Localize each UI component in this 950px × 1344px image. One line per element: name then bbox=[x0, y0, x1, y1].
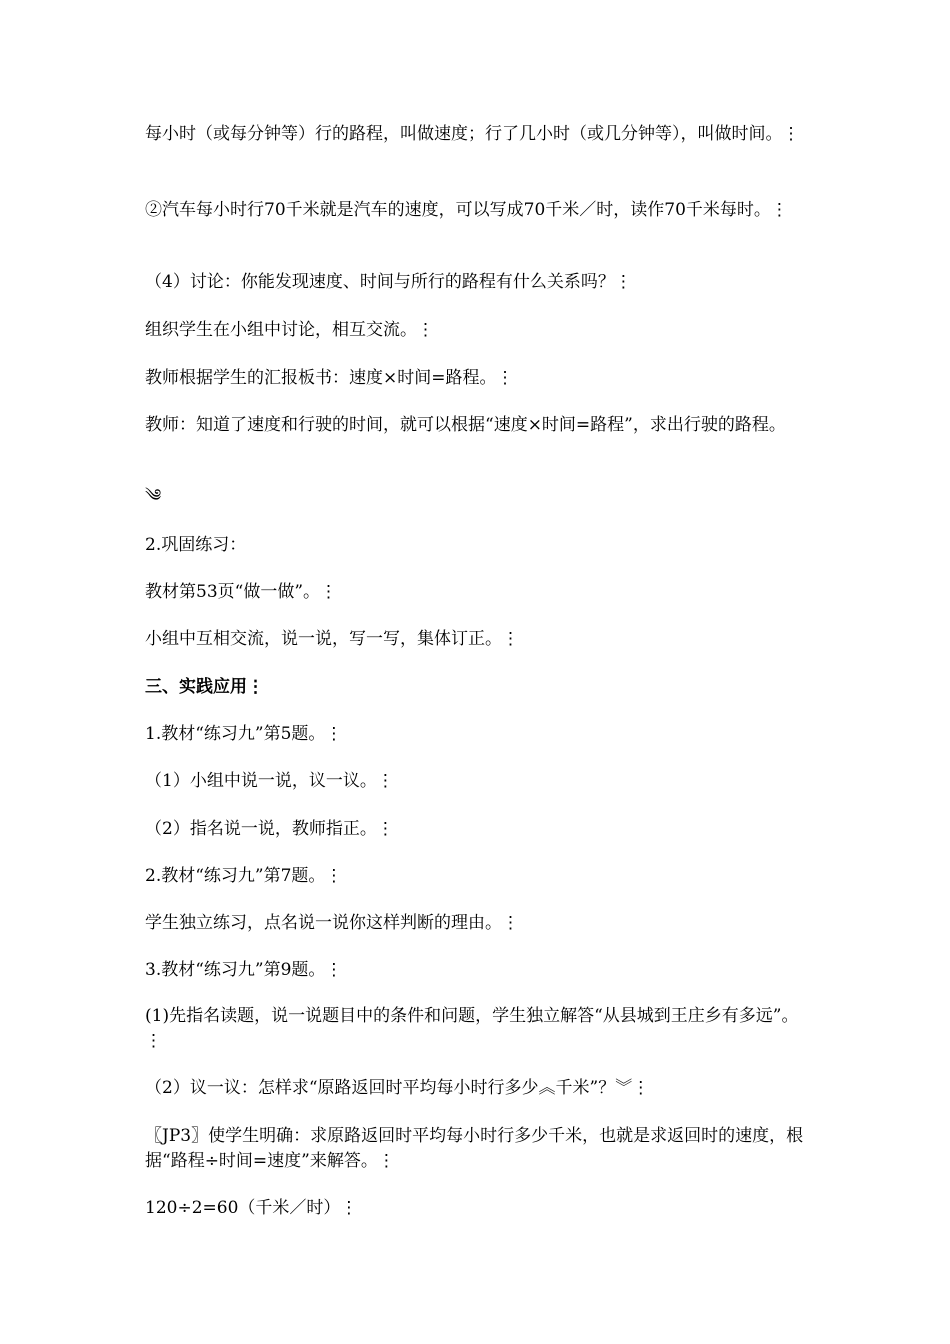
paragraph-speed-definition: 每小时（或每分钟等）行的路程，叫做速度；行了几小时（或几分钟等），叫做时间。⋮ bbox=[145, 124, 800, 144]
paragraph-exercise-9-step-2: （2）议一议：怎样求“原路返回时平均每小时行多少︽千米”？︾⋮ bbox=[145, 1078, 650, 1098]
ornament-icon: ༄ bbox=[145, 486, 162, 506]
paragraph-car-speed-example: ②汽车每小时行70千米就是汽车的速度，可以写成70千米／时，读作70千米每时。⋮ bbox=[145, 200, 788, 220]
paragraph-group-discussion: 组织学生在小组中讨论，相互交流。⋮ bbox=[145, 320, 434, 340]
paragraph-exercise-5-step-1: （1）小组中说一说，议一议。⋮ bbox=[145, 771, 394, 791]
paragraph-textbook-page: 教材第53页“做一做”。⋮ bbox=[145, 582, 338, 602]
paragraph-exercise-5: 1.教材“练习九”第5题。⋮ bbox=[145, 724, 343, 744]
paragraph-teacher-summary: 教师：知道了速度和行驶的时间，就可以根据“速度×时间=路程”，求出行驶的路程。 bbox=[145, 415, 786, 435]
paragraph-exercise-9-step-1: (1)先指名读题，说一说题目中的条件和问题，学生独立解答“从县城到王庄乡有多远”。⋮ bbox=[145, 1006, 799, 1051]
paragraph-explanation: 〖JP3〗使学生明确：求原路返回时平均每小时行多少千米，也就是求返回时的速度，根据“路程÷时间=速度”来解答。⋮ bbox=[145, 1126, 804, 1171]
section-heading-practice: 三、实践应用⋮ bbox=[145, 677, 264, 697]
paragraph-exercise-7-note: 学生独立练习，点名说一说你这样判断的理由。⋮ bbox=[145, 913, 519, 933]
paragraph-exercise-5-step-2: （2）指名说一说，教师指正。⋮ bbox=[145, 819, 394, 839]
paragraph-exercise-9: 3.教材“练习九”第9题。⋮ bbox=[145, 960, 343, 980]
paragraph-calculation: 120÷2=60（千米／时）⋮ bbox=[145, 1198, 358, 1218]
paragraph-group-exchange: 小组中互相交流，说一说，写一写，集体订正。⋮ bbox=[145, 629, 519, 649]
paragraph-board-formula: 教师根据学生的汇报板书：速度×时间=路程。⋮ bbox=[145, 368, 514, 388]
paragraph-discussion-question: （4）讨论：你能发现速度、时间与所行的路程有什么关系吗？⋮ bbox=[145, 272, 632, 292]
paragraph-exercise-7: 2.教材“练习九”第7题。⋮ bbox=[145, 866, 343, 886]
paragraph-consolidation-heading: 2.巩固练习： bbox=[145, 535, 247, 555]
